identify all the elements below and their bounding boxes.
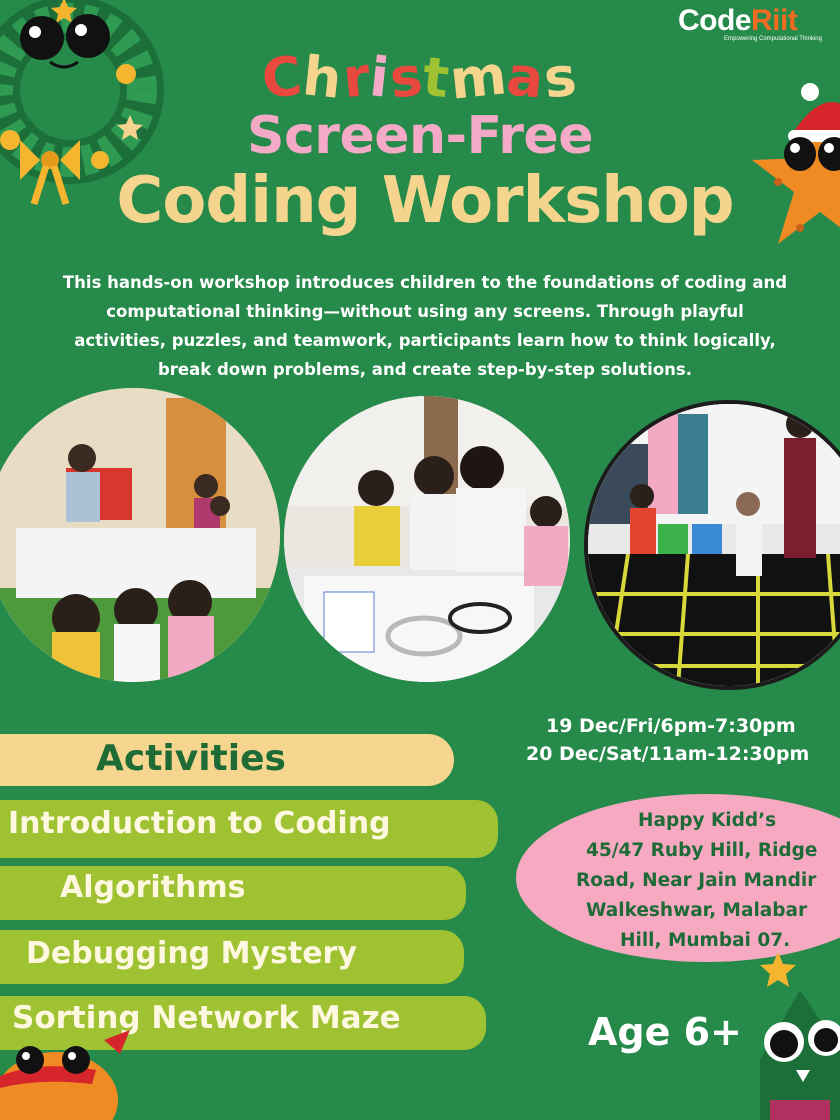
age-label: Age 6+ bbox=[588, 1010, 742, 1054]
schedule-date-2: 20 Dec/Sat/11am-12:30pm bbox=[526, 743, 810, 765]
description-line: activities, puzzles, and teamwork, participants learn how to think logically, bbox=[74, 331, 776, 350]
venue-line: Happy Kidd’s bbox=[638, 810, 777, 831]
venue-address bbox=[560, 806, 840, 956]
title-screen-free: Screen-Free bbox=[247, 106, 593, 166]
title-christmas-letter: r bbox=[339, 44, 374, 111]
tree-mascot-decoration bbox=[750, 990, 840, 1120]
logo-riit-text: Riit bbox=[751, 4, 798, 37]
description-line: computational thinking—without using any screens. Through playful bbox=[106, 302, 744, 321]
schedule-dates bbox=[526, 712, 840, 768]
star-icon bbox=[758, 950, 798, 990]
venue-line: 45/47 Ruby Hill, Ridge bbox=[586, 840, 818, 861]
activity-item-algorithms: Algorithms bbox=[60, 870, 246, 905]
activity-item-sorting: Sorting Network Maze bbox=[12, 1000, 401, 1036]
description-line: break down problems, and create step-by-step solutions. bbox=[157, 360, 693, 379]
title-christmas-letter: s bbox=[541, 44, 581, 111]
title-christmas-letter: s bbox=[386, 44, 427, 111]
photo-circle-kids-maze bbox=[584, 400, 840, 690]
activity-item-debugging: Debugging Mystery bbox=[26, 936, 357, 971]
title-christmas-letter: h bbox=[299, 44, 346, 111]
venue-line: Hill, Mumbai 07. bbox=[620, 930, 791, 951]
schedule-date-1: 19 Dec/Fri/6pm-7:30pm bbox=[546, 715, 796, 737]
gingerbread-mascot-decoration bbox=[0, 1030, 140, 1120]
workshop-description bbox=[40, 268, 810, 384]
title-christmas-letter: m bbox=[446, 43, 511, 112]
title-christmas-letter: t bbox=[419, 44, 453, 111]
activity-item-introduction: Introduction to Coding bbox=[8, 806, 391, 841]
photo-circle-kids-story bbox=[0, 388, 280, 682]
title-christmas-letter: a bbox=[503, 44, 548, 111]
photo-circle-kids-activity bbox=[284, 396, 570, 682]
logo-code-text: Code bbox=[678, 4, 751, 37]
brand-logo bbox=[678, 4, 840, 42]
title-christmas-letter: i bbox=[366, 45, 393, 110]
activities-heading: Activities bbox=[96, 738, 286, 779]
venue-line: Road, Near Jain Mandir bbox=[576, 870, 817, 891]
title-christmas-letter: C bbox=[259, 44, 307, 111]
title-coding-workshop: Coding Workshop bbox=[116, 164, 734, 238]
logo-tagline: Empowering Computational Thinking bbox=[724, 36, 822, 42]
title-christmas bbox=[0, 43, 840, 112]
venue-line: Walkeshwar, Malabar bbox=[586, 900, 808, 921]
description-line: This hands-on workshop introduces children to the foundations of coding and bbox=[62, 273, 788, 292]
